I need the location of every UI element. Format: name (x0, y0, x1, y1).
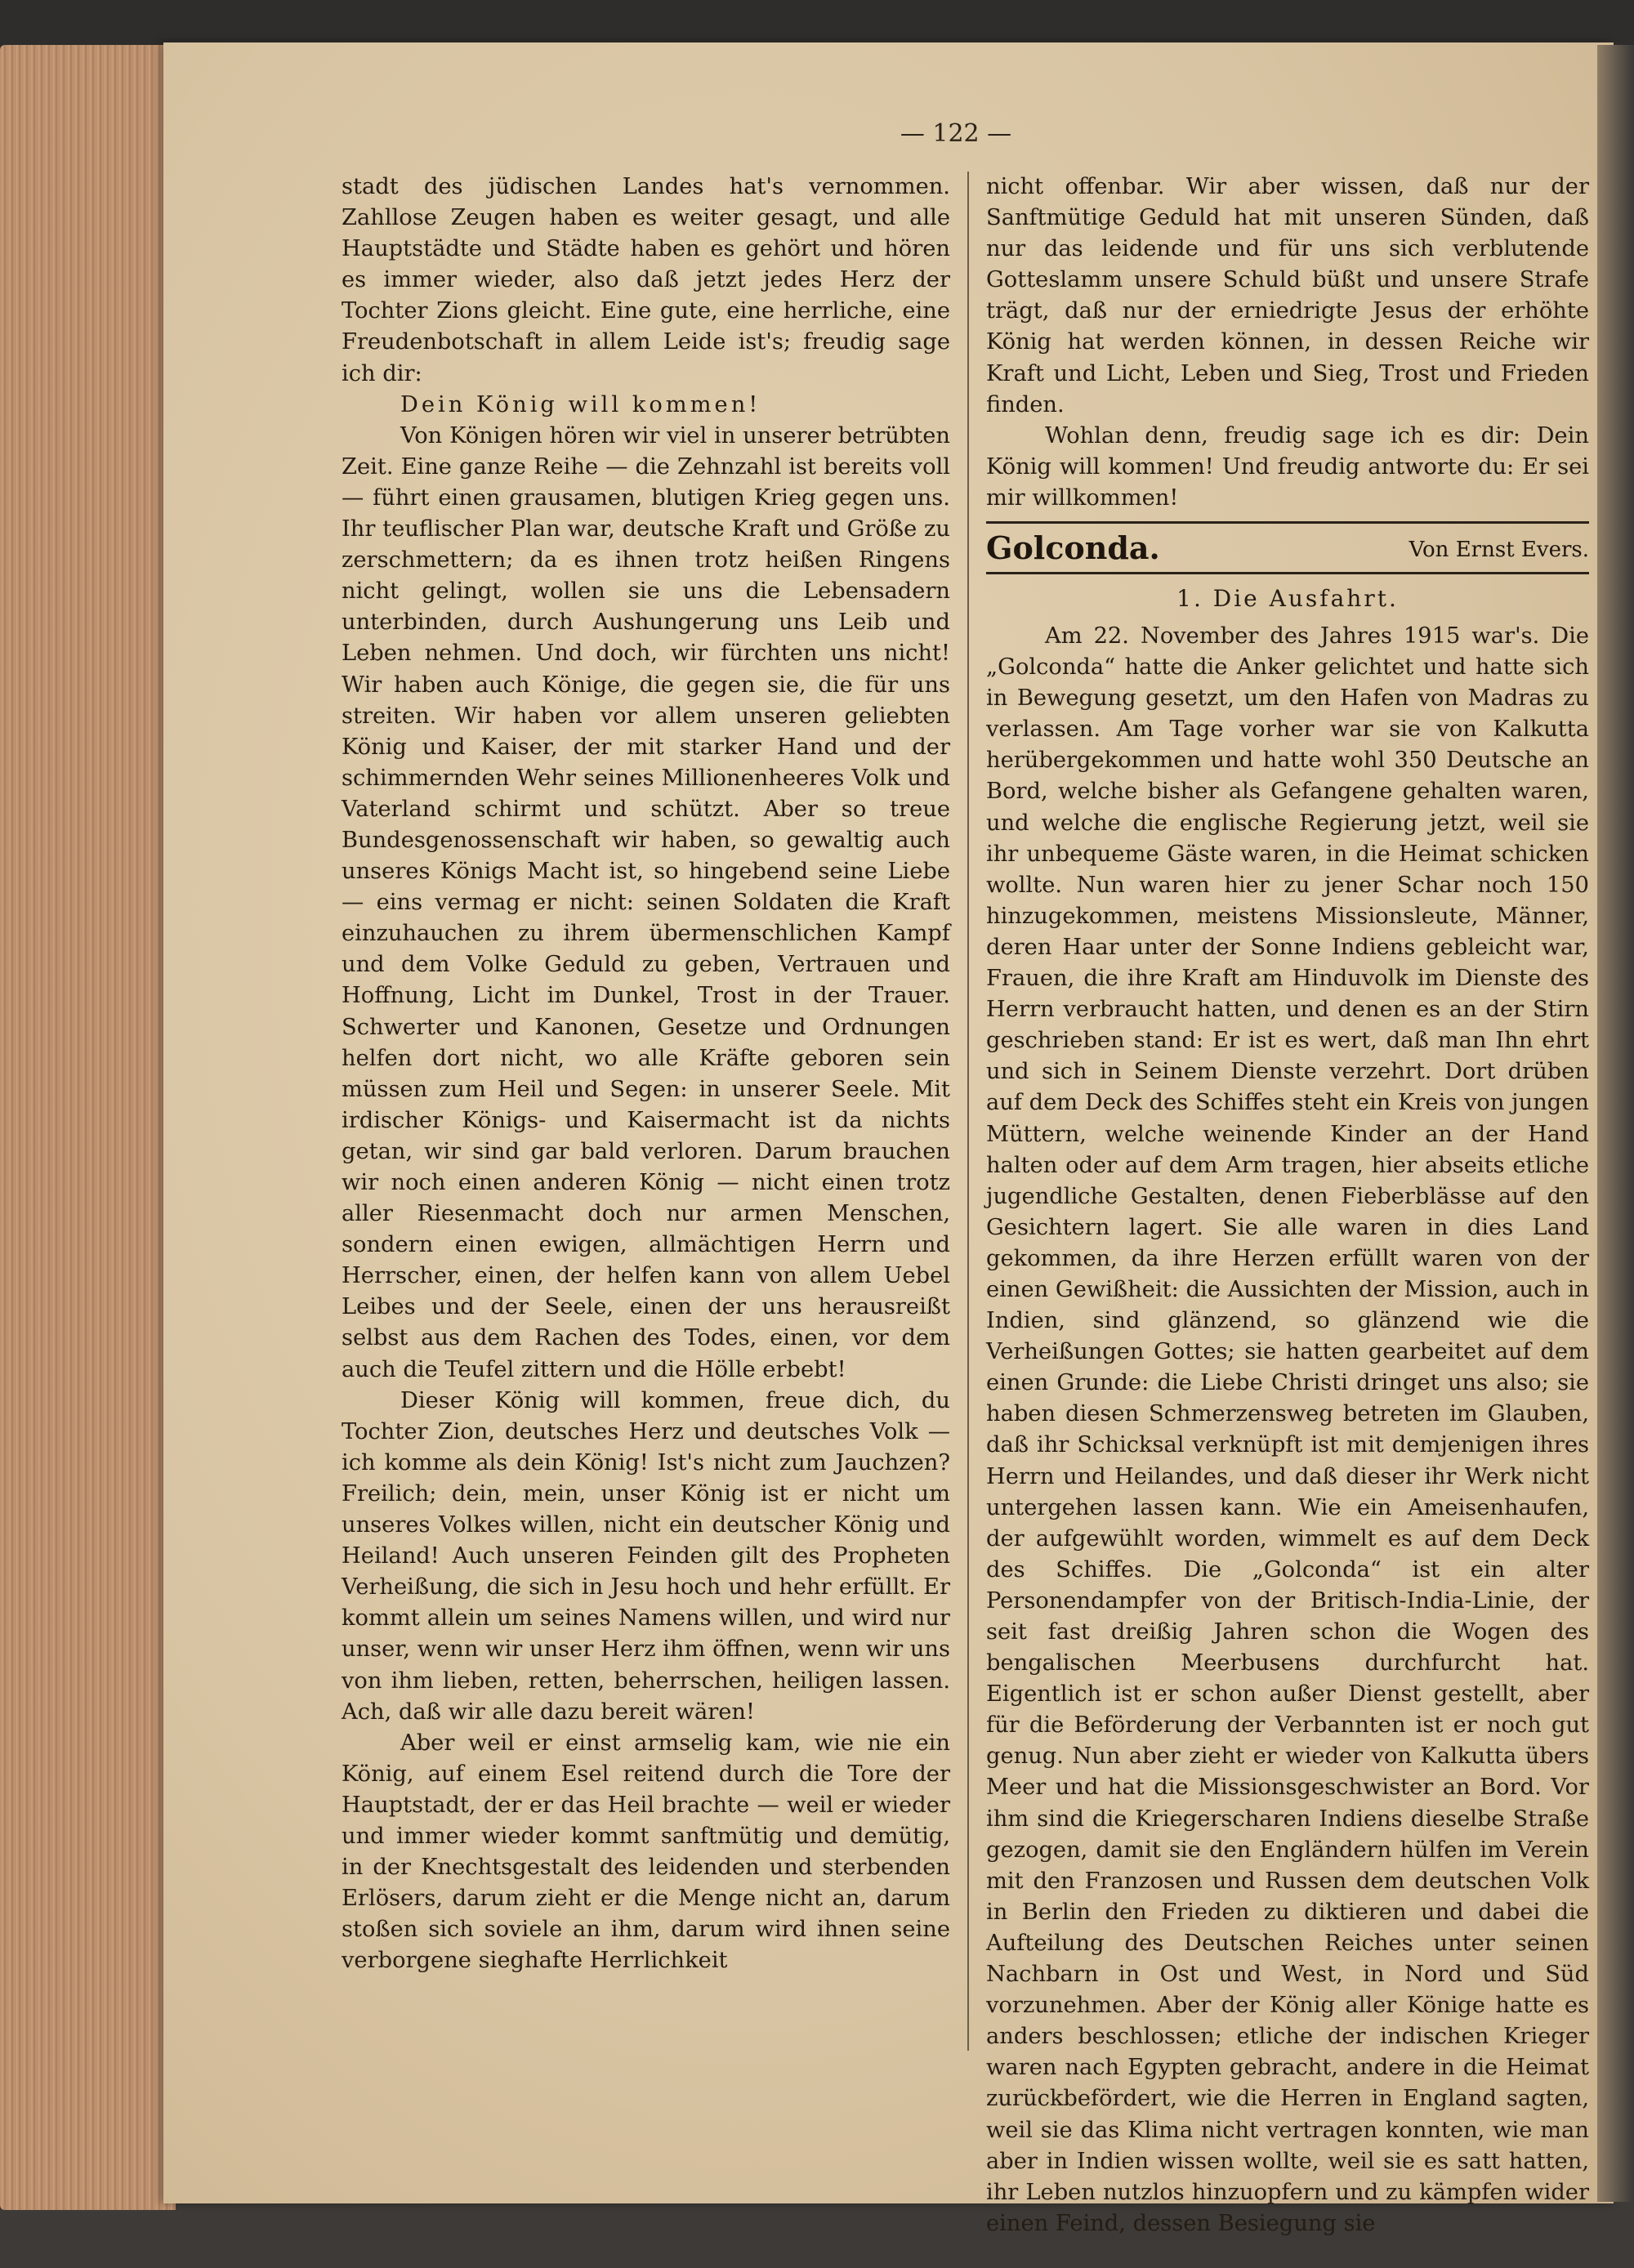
paragraph: Wohlan denn, freudig sage ich es dir: Dein König will kommen! Und freudig antworte du: Er sei mir willkommen! (986, 422, 1589, 511)
page-number: — 122 — (900, 119, 1012, 148)
page-stack-edge (0, 45, 176, 2210)
paragraph: Am 22. November des Jahres 1915 war's. Die „Golconda“ hatte die Anker gelichtet und hatte sich in Bewegung gesetzt, um den Hafen von Madras zu verlassen. Am Tage vorher war sie von Kalkutta herübergekommen und hatte wohl 350 Deutsche an Bord, welche bisher als Gefangene gehalten waren, und welche die englische Regierung jetzt, weil sie ihr unbequeme Gäste waren, in die Heimat schicken wollte. Nun waren hier zu jener Schar noch 150 hinzugekommen, meistens Missionsleute, Männer, deren Haar unter der Sonne Indiens gebleicht war, Frauen, die ihre Kraft am Hinduvolk im Dienste des Herrn verbraucht hatten, und denen es an der Stirn geschrieben stand: Er ist es wert, daß man Ihn ehrt und sich in Seinem Dienste verzehrt. Dort drüben auf dem Deck des Schiffes steht ein Kreis von jungen Müttern, welche weinende Kinder an der Hand halten oder auf dem Arm tragen, hier abseits etliche jugendliche Gestalten, denen Fieberblässe auf den Gesichtern lagert. Sie alle waren in dies Land gekommen, da ihre Herzen erfüllt waren von der einen Gewißheit: die Aussichten der Mission, auch in Indien, sind glänzend, so glänzend wie die Verheißungen Gottes; sie hatten gearbeitet auf dem einen Grunde: die Liebe Christi dringet uns also; sie haben diesen Schmerzensweg betreten im Glauben, daß ihr Schicksal verknüpft ist mit demjenigen ihres Herrn und Heilandes, und daß dieser ihr Werk nicht untergehen lassen kann. Wie ein Ameisenhaufen, der aufgewühlt worden, wimmelt es auf dem Deck des Schiffes. Die „Golconda“ ist ein alter Personendampfer von der Britisch-India-Linie, der seit fast dreißig Jahren schon die Wogen des bengalischen Meerbusens durchfurcht hat. Eigentlich ist er schon außer Dienst gestellt, aber für die Beförderung der Verbannten ist er noch gut genug. Nun aber zieht er wieder von Kalkutta übers Meer und hat die Missionsgeschwister an Bord. Vor ihm sind die Kriegerscharen Indiens dieselbe Straße gezogen, damit sie den Engländern hülfen im Verein mit den Franzosen und Russen dem deutschen Volk in Berlin den Frieden zu diktieren und dabei die Aufteilung des Deutschen Reiches unter seinen Nachbarn in Ost und West, in Nord und Süd vorzunehmen. Aber der König aller Könige hatte es anders beschlossen; etliche der indischen Krieger waren nach Egypten gebracht, andere in die Heimat zurückbefördert, wie die Herren in England sagten, weil sie das Klima nicht vertragen konnten, wie man aber in Indien wissen wollte, weil sie es satt hatten, ihr Leben nutzlos hinzuopfern und zu kämpfen wider einen Feind, dessen Besiegung sie (986, 623, 1589, 2236)
article-author: Von Ernst Evers. (1409, 538, 1589, 562)
article-rule-bottom (986, 572, 1589, 574)
article-title: Golconda. (986, 529, 1160, 566)
right-column-article (986, 621, 1589, 2239)
paragraph: stadt des jüdischen Landes hat's vernommen. Zahllose Zeugen haben es weiter gesagt, und alle Hauptstädte und Städte haben es gehört und hören es immer wieder, also daß jetzt jedes Herz der Tochter Zions gleicht. Eine gute, eine herrliche, eine Freudenbotschaft in allem Leide ist's; freudig sage ich dir: (342, 174, 950, 386)
section-heading: 1. Die Ausfahrt. (1176, 585, 1399, 612)
paragraph: Von Königen hören wir viel in unserer betrübten Zeit. Eine ganze Reihe — die Zehnzahl ist bereits voll — führt einen grausamen, blutigen Krieg gegen uns. Ihr teuflischer Plan war, deutsche Kraft und Größe zu zerschmettern; da es ihnen trotz heißen Ringens nicht gelingt, wollen sie uns die Lebensadern unterbinden, durch Aushungerung uns Leib und Leben nehmen. Und doch, wir fürchten uns nicht! Wir haben auch Könige, die gegen sie, die für uns streiten. Wir haben vor allem unseren geliebten König und Kaiser, der mit starker Hand und der schimmernden Wehr seines Millionenheeres Volk und Vaterland schirmt und schützt. Aber so treue Bundesgenossenschaft wir haben, so gewaltig auch unseres Königs Macht ist, so hingebend seine Liebe — eins vermag er nicht: seinen Soldaten die Kraft einzuhauchen zu ihrem übermenschlichen Kampf und dem Volke Geduld zu geben, Vertrauen und Hoffnung, Licht im Dunkel, Trost in der Trauer. Schwerter und Kanonen, Gesetze und Ordnungen helfen dort nicht, wo alle Kräfte geboren sein müssen zum Heil und Segen: in unserer Seele. Mit irdischer Königs- und Kaisermacht ist da nichts getan, wir sind gar bald verloren. Darum brauchen wir noch einen anderen König — nicht einen trotz aller Riesenmacht doch nur armen Menschen, sondern einen ewigen, allmächtigen Herrn und Herrscher, einen, der helfen kann von allem Uebel Leibes und der Seele, einen der uns herausreißt selbst aus dem Rachen des Todes, einen, vor dem auch die Teufel zittern und die Hölle erbebt! (342, 422, 950, 1382)
paragraph: Dieser König will kommen, freue dich, du Tochter Zion, deutsches Herz und deutsches Volk — ich komme als dein König! Ist's nicht zum Jauchzen? Freilich; dein, mein, unser König ist er nicht um unseres Volkes willen, nicht ein deutscher König und Heiland! Auch unseren Feinden gilt des Propheten Verheißung, die sich in Jesu hoch und hehr erfüllt. Er kommt allein um seines Namens willen, und wird nur unser, wenn wir unser Herz ihm öffnen, wenn wir uns von ihm lieben, retten, beherrschen, heiligen lassen. Ach, daß wir alle dazu bereit wären! (342, 1387, 950, 1725)
paragraph: nicht offenbar. Wir aber wissen, daß nur der Sanftmütige Geduld hat mit unseren Sünden, daß nur das leidende und für uns sich verblutende Gotteslamm unsere Schuld büßt und unsere Strafe trägt, daß nur der erniedrigte Jesus der erhöhte König hat werden können, in dessen Reiche wir Kraft und Licht, Leben und Sieg, Trost und Frieden finden. (986, 174, 1589, 417)
gutter-shadow (1597, 45, 1634, 2202)
column-divider (967, 172, 969, 2051)
emphasis-line: Dein König will kommen! (400, 391, 761, 417)
paragraph: Aber weil er einst armselig kam, wie nie ein König, auf einem Esel reitend durch die Tore der Hauptstadt, der er das Heil brachte — weil er wieder und immer wieder kommt sanftmütig und demütig, in der Knechtsgestalt des leidenden und sterbenden Erlösers, darum zieht er die Menge nicht an, darum stoßen sich soviele an ihm, darum wird ihnen seine verborgene sieghafte Herrlichkeit (342, 1730, 950, 1974)
article-rule-top (986, 521, 1589, 524)
left-column (342, 172, 950, 1976)
right-column-top (986, 172, 1589, 514)
article-header (986, 529, 1589, 569)
